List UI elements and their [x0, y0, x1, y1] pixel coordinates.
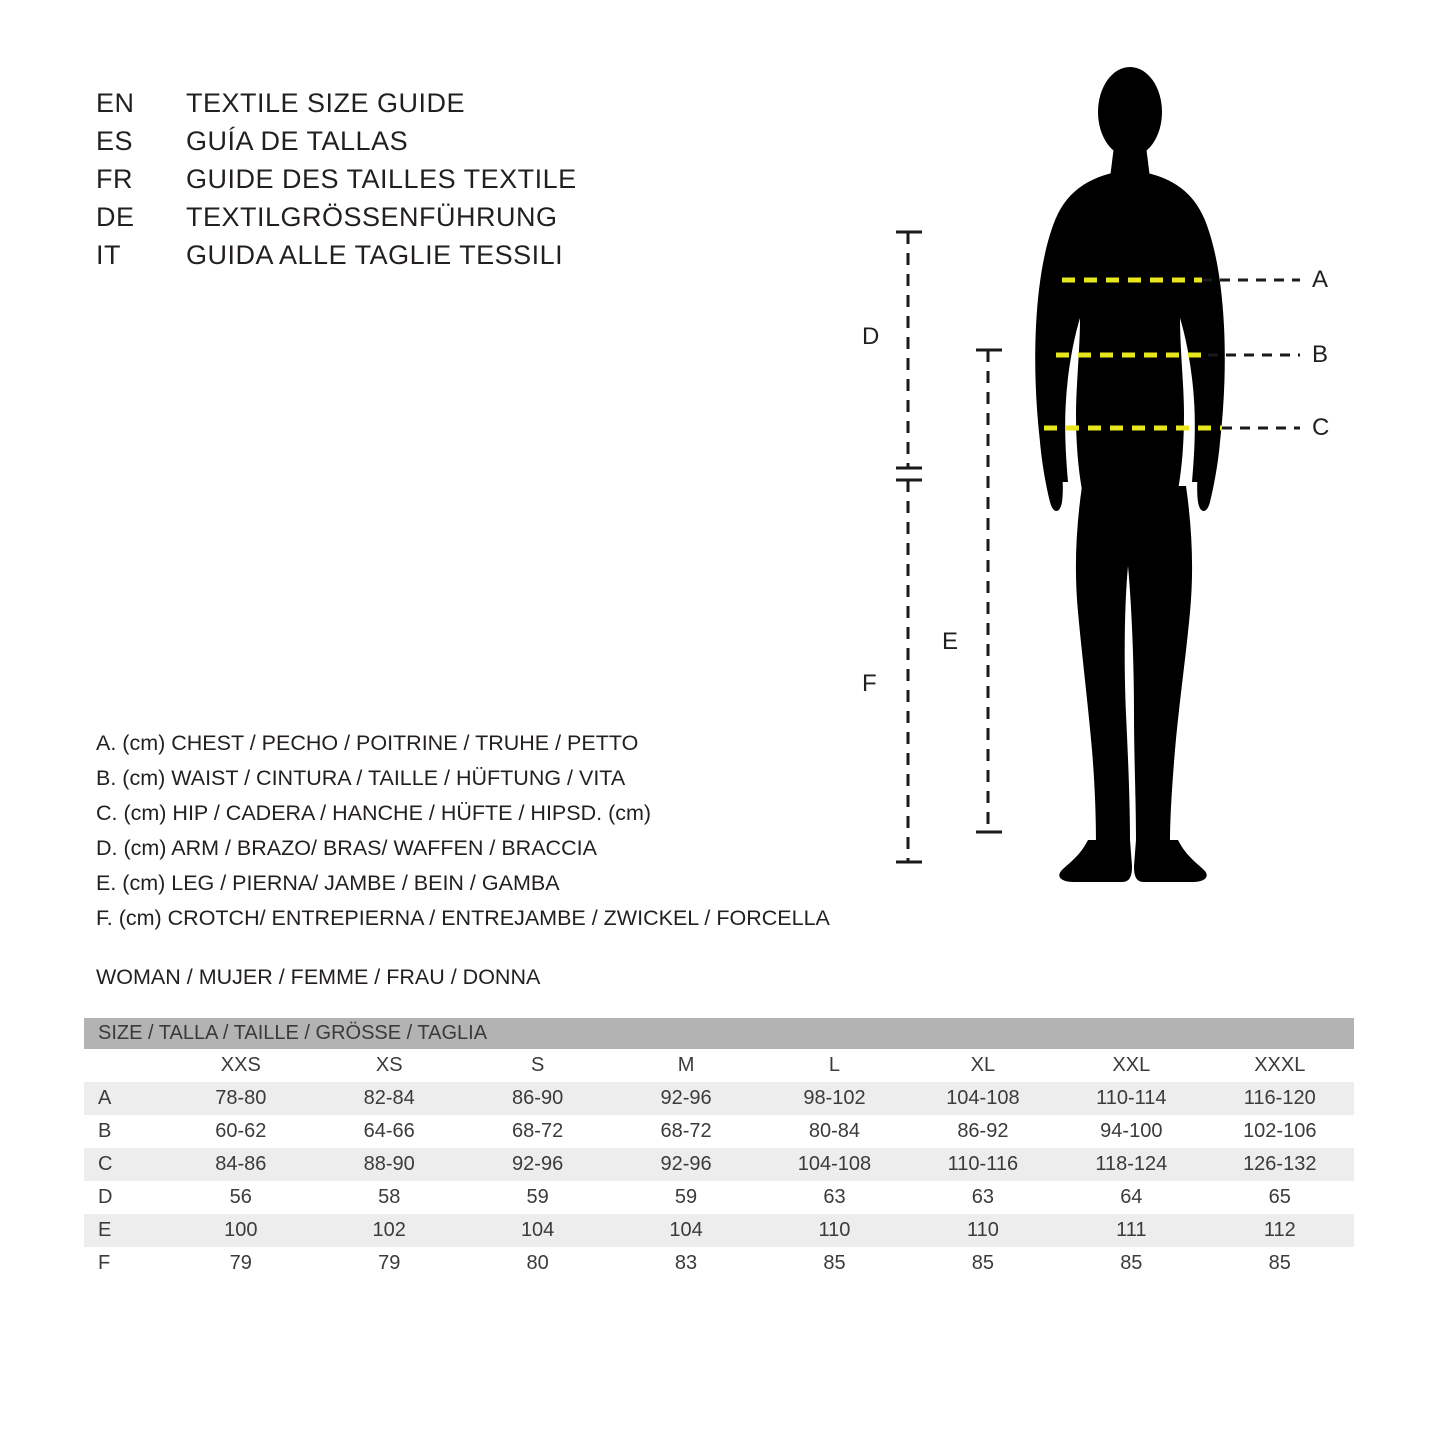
cell-d-xs: 58: [315, 1181, 463, 1214]
legend-item-e: E. (cm) LEG / PIERNA/ JAMBE / BEIN / GAMBA: [96, 871, 560, 895]
table-row: [84, 1082, 1354, 1115]
cell-a-s: 86-90: [463, 1082, 611, 1115]
row-label-a: A: [84, 1082, 167, 1115]
cell-c-xxxl: 126-132: [1206, 1148, 1354, 1181]
table-header-bar: [84, 1018, 1354, 1049]
cell-b-xxs: 60-62: [167, 1115, 315, 1148]
col-head-s: S: [530, 1054, 545, 1076]
table-row: [84, 1214, 1354, 1247]
marker-label-b: B: [1312, 341, 1329, 368]
cell-b-xxl: 94-100: [1057, 1115, 1205, 1148]
cell-a-m: 92-96: [612, 1082, 760, 1115]
title-row: [96, 88, 736, 126]
row-label-d: D: [84, 1181, 167, 1214]
cell-f-xs: 79: [315, 1247, 463, 1280]
cell-c-xl: 110-116: [909, 1148, 1057, 1181]
legend-item-a: A. (cm) CHEST / PECHO / POITRINE / TRUHE / PETTO: [96, 731, 639, 755]
cell-d-l: 63: [760, 1181, 908, 1214]
table-row: [84, 1181, 1354, 1214]
title-lang-fr: FR: [96, 164, 133, 194]
title-text-de: TEXTILGRÖSSENFÜHRUNG: [186, 202, 558, 232]
col-head-xxs: XXS: [220, 1054, 261, 1076]
title-text-en: TEXTILE SIZE GUIDE: [186, 88, 466, 118]
table-column-headers: [84, 1049, 1354, 1082]
marker-label-a: A: [1312, 266, 1329, 293]
cell-c-s: 92-96: [463, 1148, 611, 1181]
col-head-l: L: [828, 1054, 841, 1076]
table-row: [84, 1247, 1354, 1280]
cell-b-xl: 86-92: [909, 1115, 1057, 1148]
cell-e-s: 104: [463, 1214, 611, 1247]
col-head-blank: [84, 1049, 167, 1082]
dimension-label-d: D: [862, 323, 880, 350]
legend-item-f: F. (cm) CROTCH/ ENTREPIERNA / ENTREJAMBE / ZWICKEL / FORCELLA: [96, 906, 830, 930]
cell-e-l: 110: [760, 1214, 908, 1247]
cell-b-xxxl: 102-106: [1206, 1115, 1354, 1148]
col-head-xxl: XXL: [1112, 1054, 1151, 1076]
cell-e-xxl: 111: [1057, 1214, 1205, 1247]
dimension-label-e: E: [942, 628, 959, 655]
dimension-label-f: F: [862, 670, 877, 697]
gender-label: WOMAN / MUJER / FEMME / FRAU / DONNA: [96, 965, 541, 989]
table-row: [84, 1115, 1354, 1148]
cell-f-xxxl: 85: [1206, 1247, 1354, 1280]
title-row: [96, 202, 736, 240]
row-label-f: F: [84, 1247, 167, 1280]
title-row: [96, 164, 736, 202]
col-head-m: M: [677, 1054, 695, 1076]
measurement-figure: [830, 50, 1390, 910]
cell-b-s: 68-72: [463, 1115, 611, 1148]
woman-silhouette-icon: [1035, 67, 1225, 882]
cell-d-xxl: 64: [1057, 1181, 1205, 1214]
legend-item-c: C. (cm) HIP / CADERA / HANCHE / HÜFTE / HIPSD. (cm): [96, 801, 652, 825]
cell-a-xl: 104-108: [909, 1082, 1057, 1115]
cell-f-l: 85: [760, 1247, 908, 1280]
cell-d-xl: 63: [909, 1181, 1057, 1214]
cell-e-xxs: 100: [167, 1214, 315, 1247]
cell-f-xl: 85: [909, 1247, 1057, 1280]
cell-b-m: 68-72: [612, 1115, 760, 1148]
title-text-it: GUIDA ALLE TAGLIE TESSILI: [186, 240, 564, 270]
title-lang-es: ES: [96, 126, 134, 156]
cell-c-m: 92-96: [612, 1148, 760, 1181]
cell-d-s: 59: [463, 1181, 611, 1214]
title-lang-it: IT: [96, 240, 121, 270]
cell-a-xxs: 78-80: [167, 1082, 315, 1115]
title-text-es: GUÍA DE TALLAS: [186, 126, 409, 156]
cell-f-s: 80: [463, 1247, 611, 1280]
cell-c-xxl: 118-124: [1057, 1148, 1205, 1181]
cell-c-xxs: 84-86: [167, 1148, 315, 1181]
cell-d-xxs: 56: [167, 1181, 315, 1214]
cell-a-xs: 82-84: [315, 1082, 463, 1115]
cell-a-xxl: 110-114: [1057, 1082, 1205, 1115]
legend-item-d: D. (cm) ARM / BRAZO/ BRAS/ WAFFEN / BRACCIA: [96, 836, 597, 860]
title-lang-en: EN: [96, 88, 135, 118]
cell-c-l: 104-108: [760, 1148, 908, 1181]
size-table: [84, 1018, 1354, 1280]
table-header-bar-label: SIZE / TALLA / TAILLE / GRÖSSE / TAGLIA: [84, 1018, 1354, 1049]
dimension-bars: [896, 232, 1002, 862]
col-head-xl: XL: [970, 1054, 996, 1076]
cell-e-m: 104: [612, 1214, 760, 1247]
row-label-b: B: [84, 1115, 167, 1148]
col-head-xxxl: XXXL: [1254, 1054, 1306, 1076]
cell-f-xxs: 79: [167, 1247, 315, 1280]
cell-a-l: 98-102: [760, 1082, 908, 1115]
title-row: [96, 240, 736, 278]
cell-d-xxxl: 65: [1206, 1181, 1354, 1214]
title-text-fr: GUIDE DES TAILLES TEXTILE: [186, 164, 577, 194]
cell-d-m: 59: [612, 1181, 760, 1214]
row-label-e: E: [84, 1214, 167, 1247]
marker-label-c: C: [1312, 414, 1330, 441]
cell-a-xxxl: 116-120: [1206, 1082, 1354, 1115]
cell-f-m: 83: [612, 1247, 760, 1280]
cell-b-xs: 64-66: [315, 1115, 463, 1148]
title-row: [96, 126, 736, 164]
cell-e-xs: 102: [315, 1214, 463, 1247]
title-block: [96, 88, 736, 278]
title-lang-de: DE: [96, 202, 135, 232]
cell-e-xl: 110: [909, 1214, 1057, 1247]
cell-c-xs: 88-90: [315, 1148, 463, 1181]
legend-block: [96, 726, 896, 936]
cell-b-l: 80-84: [760, 1115, 908, 1148]
row-label-c: C: [84, 1148, 167, 1181]
legend-item-b: B. (cm) WAIST / CINTURA / TAILLE / HÜFTUNG / VITA: [96, 766, 626, 790]
col-head-xs: XS: [375, 1054, 403, 1076]
table-row: [84, 1148, 1354, 1181]
cell-e-xxxl: 112: [1206, 1214, 1354, 1247]
cell-f-xxl: 85: [1057, 1247, 1205, 1280]
